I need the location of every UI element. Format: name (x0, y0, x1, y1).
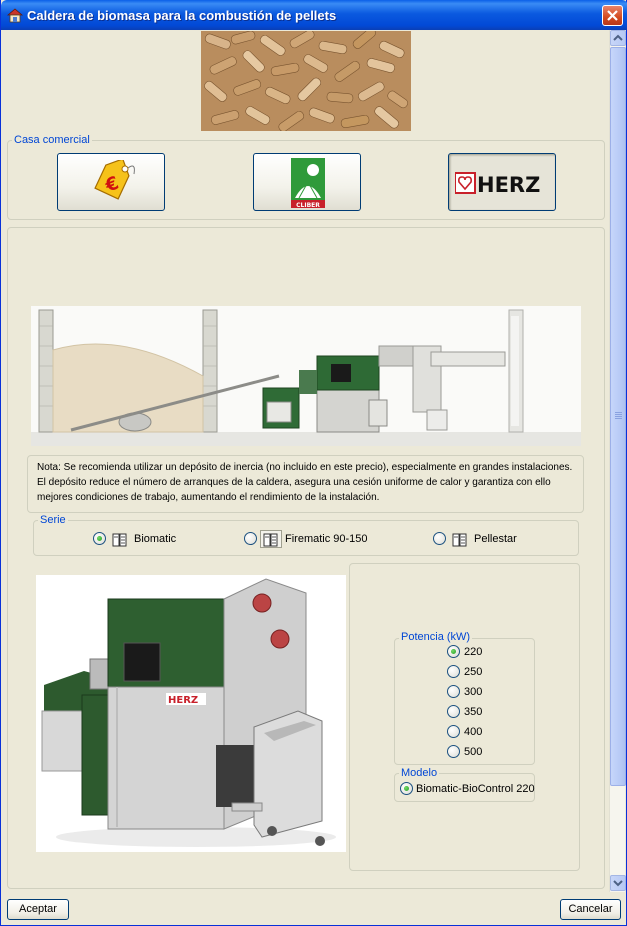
serie-label-firematic[interactable]: Firematic 90-150 (285, 533, 368, 545)
close-icon (607, 10, 618, 21)
potencia-radio-400[interactable] (447, 725, 460, 738)
cancel-button[interactable]: Cancelar (560, 899, 621, 920)
potencia-label-350[interactable]: 350 (464, 706, 483, 718)
potencia-radio-220[interactable] (447, 645, 460, 658)
serie-radio-biomatic[interactable] (93, 532, 106, 545)
modelo-radio-biocontrol[interactable] (400, 782, 413, 795)
serie-label-pellestar[interactable]: Pellestar (474, 533, 517, 545)
svg-text:CLIBER: CLIBER (296, 202, 320, 208)
serie-radio-firematic[interactable] (244, 532, 257, 545)
serie-legend: Serie (40, 514, 66, 526)
modelo-legend: Modelo (401, 767, 438, 779)
svg-text:HERZ: HERZ (168, 695, 199, 706)
potencia-label-220[interactable]: 220 (464, 646, 483, 658)
serie-label-biomatic[interactable]: Biomatic (134, 533, 177, 545)
catalog-icon[interactable] (263, 533, 279, 547)
nota-text: Nota: Se recomienda utilizar un depósito de inercia (no incluido en este precio), especialmente en grandes instalaciones. El depósito reduce el número de arranques de la caldera, asegura una cesión uniforme de calor y garantiza con ello mejores condiciones de trabajo, aumentando el rendimiento de la instalación. (37, 462, 573, 503)
potencia-legend: Potencia (kW) (401, 631, 471, 643)
pellets-image (201, 31, 411, 131)
potencia-label-250[interactable]: 250 (464, 666, 483, 678)
dialog-content (5, 30, 609, 892)
scroll-up-button[interactable] (610, 30, 626, 46)
casa-comercial-legend: Casa comercial (14, 134, 90, 146)
potencia-radio-350[interactable] (447, 705, 460, 718)
scroll-down-button[interactable] (610, 875, 626, 891)
close-button[interactable] (602, 5, 623, 26)
nota-box (27, 455, 584, 513)
title-bar[interactable] (1, 0, 627, 30)
installation-diagram (31, 306, 581, 446)
window-title: Caldera de biomasa para la combustión de pellets (27, 8, 337, 23)
catalog-icon[interactable] (452, 533, 468, 547)
scroll-thumb[interactable] (610, 47, 626, 786)
svg-text:€: € (102, 172, 122, 197)
herz-logo (455, 171, 551, 195)
potencia-label-300[interactable]: 300 (464, 686, 483, 698)
brand-button-cliber[interactable] (253, 153, 361, 211)
euro-tag-icon (92, 160, 138, 204)
boiler-image (36, 575, 346, 852)
svg-text:HERZ: HERZ (477, 173, 541, 195)
house-icon (7, 7, 23, 23)
accept-button[interactable]: Aceptar (7, 899, 69, 920)
chevron-down-icon (611, 876, 625, 890)
potencia-label-500[interactable]: 500 (464, 746, 483, 758)
serie-radio-pellestar[interactable] (433, 532, 446, 545)
potencia-radio-300[interactable] (447, 685, 460, 698)
catalog-icon[interactable] (112, 533, 128, 547)
chevron-up-icon (611, 31, 625, 45)
potencia-label-400[interactable]: 400 (464, 726, 483, 738)
vertical-scrollbar[interactable] (609, 30, 625, 892)
potencia-radio-250[interactable] (447, 665, 460, 678)
cliber-logo (291, 158, 325, 208)
brand-button-herz[interactable] (448, 153, 556, 211)
modelo-label-biocontrol[interactable]: Biomatic-BioControl 220 (416, 783, 535, 795)
brand-button-price[interactable] (57, 153, 165, 211)
potencia-radio-500[interactable] (447, 745, 460, 758)
